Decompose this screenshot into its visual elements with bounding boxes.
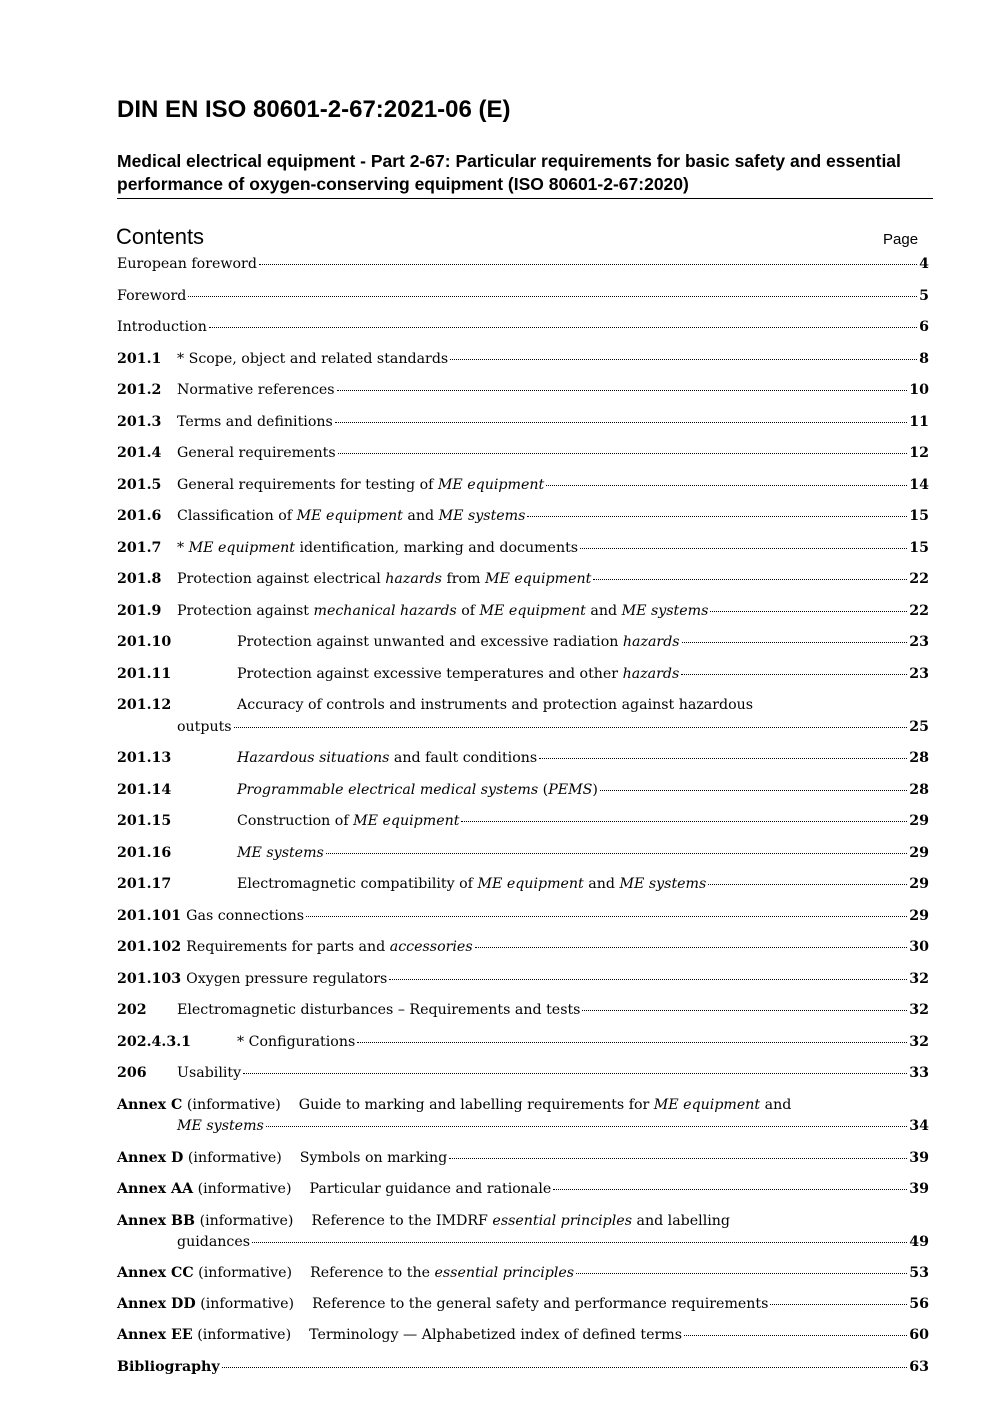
toc-entry-page: 11 — [909, 414, 929, 430]
dot-leader — [527, 516, 907, 517]
toc-entry-page: 39 — [909, 1181, 929, 1197]
toc-entry-number: 201.13 — [117, 750, 172, 766]
toc-entry[interactable] — [117, 1062, 929, 1084]
toc-entry-page: 8 — [919, 351, 929, 367]
toc-entry[interactable] — [117, 1262, 929, 1284]
toc-entry[interactable] — [177, 716, 929, 738]
toc-entry[interactable] — [117, 1324, 929, 1346]
toc-entry-page: 29 — [909, 813, 929, 829]
toc-entry[interactable] — [117, 474, 929, 496]
toc-entry-number: 201.2 — [117, 382, 162, 398]
toc-entry[interactable] — [117, 1031, 929, 1053]
dot-leader — [580, 548, 907, 549]
toc-entry-number: 202 — [117, 1002, 147, 1018]
toc-entry-label-continued: ME systems — [177, 1118, 264, 1134]
toc-entry-page: 60 — [909, 1327, 929, 1343]
dot-leader — [357, 1042, 907, 1043]
toc-entry[interactable] — [117, 505, 929, 527]
toc-entry-label: Electromagnetic disturbances – Requirements and tests — [177, 1002, 581, 1018]
dot-leader — [259, 264, 917, 265]
dot-leader — [449, 1158, 907, 1159]
toc-entry-number: 201.4 — [117, 445, 162, 461]
toc-entry-label: Protection against excessive temperatures and other hazards — [237, 666, 680, 682]
toc-entry-label: Normative references — [177, 382, 335, 398]
toc-entry[interactable] — [117, 747, 929, 769]
toc-entry-page: 53 — [909, 1265, 929, 1281]
toc-entry-label: (informative) Guide to marking and labelling requirements for ME equipment and — [186, 1097, 792, 1113]
page-column-label: Page — [883, 231, 919, 248]
toc-entry-label-continued: outputs — [177, 719, 232, 735]
toc-entry-page: 23 — [909, 634, 929, 650]
toc-entry-label: Electromagnetic compatibility of ME equipment and ME systems — [237, 876, 707, 892]
toc-entry[interactable] — [117, 842, 929, 864]
toc-entry[interactable] — [117, 442, 929, 464]
toc-entry[interactable] — [117, 285, 929, 307]
toc-entry[interactable] — [117, 348, 929, 370]
toc-entry-number: 201.102 — [117, 939, 182, 955]
toc-entry-page: 30 — [909, 939, 929, 955]
toc-entry-page: 10 — [909, 382, 929, 398]
dot-leader — [539, 758, 907, 759]
toc-entry-page: 15 — [909, 508, 929, 524]
toc-entry[interactable] — [117, 1356, 929, 1378]
toc-entry-number: 202.4.3.1 — [117, 1034, 192, 1050]
toc-entry-number: Annex C — [117, 1097, 183, 1113]
dot-leader — [770, 1304, 907, 1305]
toc-entry[interactable] — [117, 537, 929, 559]
toc-entry-page: 63 — [909, 1359, 929, 1375]
dot-leader — [338, 453, 908, 454]
toc-entry-number: 201.9 — [117, 603, 162, 619]
document-title: DIN EN ISO 80601-2-67:2021-06 (E) — [117, 96, 511, 123]
toc-entry-page: 32 — [909, 971, 929, 987]
dot-leader — [576, 1273, 907, 1274]
toc-entry-page: 14 — [909, 477, 929, 493]
toc-entry-label: ME systems — [237, 845, 324, 861]
toc-entry-number: Annex D — [117, 1150, 184, 1166]
toc-entry-page: 28 — [909, 782, 929, 798]
toc-entry-page: 22 — [909, 603, 929, 619]
toc-entry-page: 56 — [909, 1296, 929, 1312]
dot-leader — [266, 1126, 907, 1127]
toc-entry-number: 201.103 — [117, 971, 182, 987]
toc-entry-number: 201.101 — [117, 908, 182, 924]
dot-leader — [337, 390, 908, 391]
toc-entry-number: Annex DD — [117, 1296, 196, 1312]
toc-entry-label: Gas connections — [186, 908, 305, 924]
toc-entry-label: (informative) Reference to the essential principles — [198, 1265, 575, 1281]
toc-entry-label: Foreword — [117, 288, 187, 304]
toc-entry-number: 201.17 — [117, 876, 172, 892]
toc-entry-label: * Scope, object and related standards — [177, 351, 449, 367]
toc-entry-label: Introduction — [117, 319, 207, 335]
contents-heading: Contents — [116, 224, 205, 249]
toc-entry-number: 201.11 — [117, 666, 172, 682]
dot-leader — [234, 727, 908, 728]
toc-entry-number: 201.14 — [117, 782, 172, 798]
toc-entry-page: 29 — [909, 908, 929, 924]
dot-leader — [222, 1367, 908, 1368]
dot-leader — [188, 296, 917, 297]
dot-leader — [243, 1073, 907, 1074]
toc-entry-number: 201.5 — [117, 477, 162, 493]
dot-leader — [475, 947, 908, 948]
toc-entry-number: 201.16 — [117, 845, 172, 861]
toc-entry-label: European foreword — [117, 256, 257, 272]
toc-entry[interactable] — [117, 600, 929, 622]
toc-entry-label: Terms and definitions — [177, 414, 333, 430]
dot-leader — [209, 327, 917, 328]
toc-entry-page: 29 — [909, 845, 929, 861]
dot-leader — [335, 422, 907, 423]
dot-leader — [681, 674, 907, 675]
toc-entry-page: 32 — [909, 1034, 929, 1050]
toc-entry[interactable] — [177, 1231, 929, 1253]
toc-entry[interactable] — [117, 663, 929, 685]
toc-entry-first-line[interactable] — [117, 1094, 791, 1116]
toc-entry-number: Annex CC — [117, 1265, 194, 1281]
toc-entry-page: 5 — [919, 288, 929, 304]
toc-entry[interactable] — [117, 905, 929, 927]
dot-leader — [252, 1242, 907, 1243]
toc-entry-label: Oxygen pressure regulators — [186, 971, 388, 987]
toc-entry-label: Protection against unwanted and excessive radiation hazards — [237, 634, 680, 650]
toc-entry-page: 15 — [909, 540, 929, 556]
toc-entry[interactable] — [117, 936, 929, 958]
toc-entry-page: 49 — [909, 1234, 929, 1250]
toc-entry-number: Annex BB — [117, 1213, 196, 1229]
dot-leader — [708, 884, 907, 885]
toc-entry-page: 28 — [909, 750, 929, 766]
toc-entry-number: 201.1 — [117, 351, 162, 367]
toc-entry[interactable] — [117, 968, 929, 990]
toc-entry-page: 34 — [909, 1118, 929, 1134]
toc-entry-page: 33 — [909, 1065, 929, 1081]
toc-entry[interactable] — [117, 568, 929, 590]
dot-leader — [710, 611, 907, 612]
dot-leader — [553, 1189, 907, 1190]
toc-entry[interactable] — [117, 411, 929, 433]
toc-entry-number: 201.8 — [117, 571, 162, 587]
toc-entry[interactable] — [117, 631, 929, 653]
toc-entry-page: 29 — [909, 876, 929, 892]
toc-entry-number: 201.12 — [117, 697, 172, 713]
toc-entry-label: (informative) Reference to the general safety and performance requirements — [200, 1296, 769, 1312]
toc-entry-page: 32 — [909, 1002, 929, 1018]
toc-entry-number: 201.6 — [117, 508, 162, 524]
toc-entry-number: 201.7 — [117, 540, 162, 556]
dot-leader — [389, 979, 907, 980]
toc-entry-label: Protection against mechanical hazards of ME equipment and ME systems — [177, 603, 709, 619]
toc-entry[interactable] — [117, 1147, 929, 1169]
toc-entry-page: 23 — [909, 666, 929, 682]
dot-leader — [326, 853, 907, 854]
dot-leader — [684, 1335, 907, 1336]
toc-entry-number: Annex EE — [117, 1327, 193, 1343]
dot-leader — [582, 1010, 907, 1011]
dot-leader — [546, 485, 907, 486]
toc-entry-page: 6 — [919, 319, 929, 335]
toc-entry-label: Hazardous situations and fault conditions — [237, 750, 538, 766]
toc-entry-number: 206 — [117, 1065, 147, 1081]
toc-entry-label: * Configurations — [237, 1034, 356, 1050]
toc-entry-label: Usability — [177, 1065, 242, 1081]
toc-entry-label: (informative) Particular guidance and rationale — [197, 1181, 552, 1197]
toc-entry[interactable] — [117, 873, 929, 895]
toc-entry-number: Annex AA — [117, 1181, 194, 1197]
toc-entry-page: 22 — [909, 571, 929, 587]
toc-entry[interactable] — [117, 253, 929, 275]
toc-entry-number: 201.10 — [117, 634, 172, 650]
toc-entry-label: (informative) Terminology — Alphabetized index of defined terms — [197, 1327, 683, 1343]
dot-leader — [306, 916, 907, 917]
document-subtitle: Medical electrical equipment - Part 2-67: Particular requirements for basic safety and essential performance of oxygen-conserving equipment (ISO 80601-2-67:2020) — [117, 150, 933, 199]
toc-entry-label: * ME equipment identification, marking and documents — [177, 540, 579, 556]
toc-entry-label: General requirements — [177, 445, 336, 461]
toc-entry-number: 201.3 — [117, 414, 162, 430]
toc-entry[interactable] — [117, 316, 929, 338]
toc-entry-label: Construction of ME equipment — [237, 813, 460, 829]
toc-entry-page: 4 — [919, 256, 929, 272]
toc-entry[interactable] — [117, 999, 929, 1021]
toc-entry[interactable] — [177, 1115, 929, 1137]
toc-entry-label: Bibliography — [117, 1359, 220, 1375]
dot-leader — [593, 579, 907, 580]
toc-entry-label: Requirements for parts and accessories — [186, 939, 473, 955]
toc-entry-label: General requirements for testing of ME equipment — [177, 477, 545, 493]
toc-entry-label: Classification of ME equipment and ME systems — [177, 508, 526, 524]
toc-entry-label: (informative) Reference to the IMDRF essential principles and labelling — [199, 1213, 730, 1229]
dot-leader — [682, 642, 908, 643]
dot-leader — [450, 359, 917, 360]
toc-entry-label-continued: guidances — [177, 1234, 251, 1250]
toc-entry-page: 39 — [909, 1150, 929, 1166]
toc-entry[interactable] — [117, 779, 929, 801]
toc-entry-page: 25 — [909, 719, 929, 735]
toc-entry-label: Accuracy of controls and instruments and protection against hazardous — [237, 697, 754, 713]
toc-entry-first-line[interactable] — [117, 694, 753, 716]
toc-entry[interactable] — [117, 1293, 929, 1315]
dot-leader — [461, 821, 907, 822]
toc-entry-number: 201.15 — [117, 813, 172, 829]
toc-entry[interactable] — [117, 810, 929, 832]
toc-entry-page: 12 — [909, 445, 929, 461]
toc-entry-label: Programmable electrical medical systems (PEMS) — [237, 782, 598, 798]
toc-entry[interactable] — [117, 379, 929, 401]
toc-entry[interactable] — [117, 1178, 929, 1200]
dot-leader — [600, 790, 907, 791]
toc-entry-label: Protection against electrical hazards from ME equipment — [177, 571, 592, 587]
toc-entry-first-line[interactable] — [117, 1210, 730, 1232]
toc-entry-label: (informative) Symbols on marking — [187, 1150, 448, 1166]
